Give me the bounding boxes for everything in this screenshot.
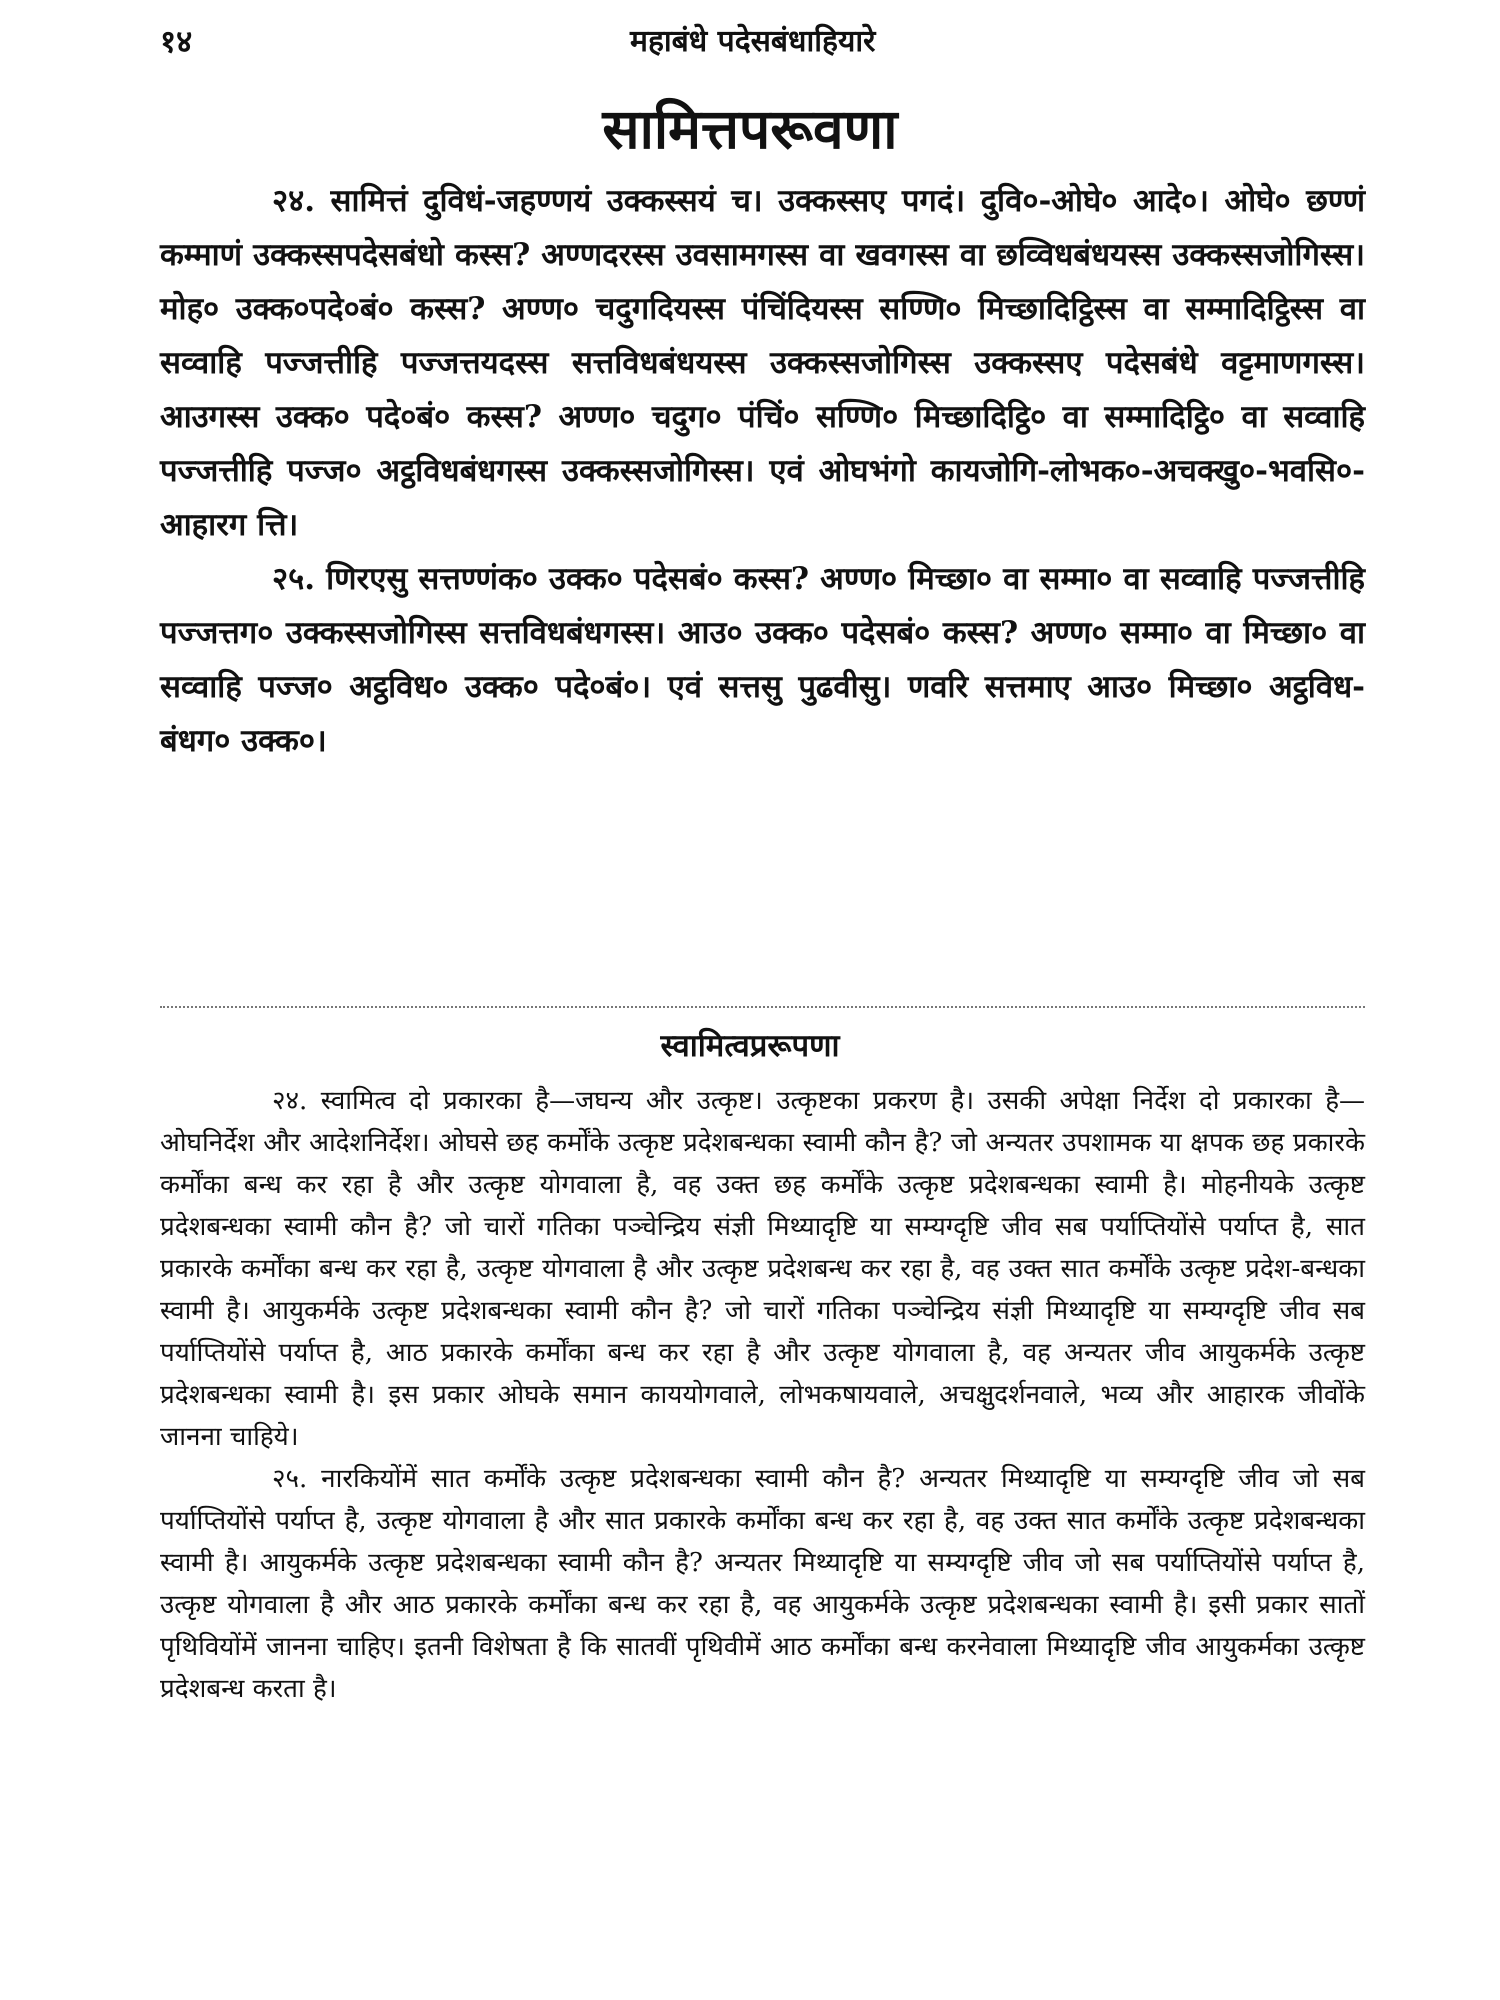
hindi-paragraph-25: २५. नारकियोंमें सात कर्मोंके उत्कृष्ट प्रदेशबन्धका स्वामी कौन है? अन्यतर मिथ्यादृष्टि या सम्यग्दृष्टि जीव जो सब पर्याप्तियोंसे पर्याप्त है, उत्कृष्ट योगवाला है और सात प्रकारके कर्मोंका बन्ध कर रहा है, वह उक्त सात कर्मोंके उत्कृष्ट प्रदेशबन्धका स्वामी है। आयुकर्मके उत्कृष्ट प्रदेशबन्धका स्वामी कौन है? अन्यतर मिथ्यादृष्टि या सम्यग्दृष्टि जीव जो सब पर्याप्तियोंसे पर्याप्त है, उत्कृष्ट योगवाला है और आठ प्रकारके कर्मोंका बन्ध कर रहा है, वह आयुकर्मके उत्कृष्ट प्रदेशबन्धका स्वामी है। इसी प्रकार सातों पृथिवियोंमें जानना चाहिए। इतनी विशेषता है कि सातवीं पृथिवीमें आठ कर्मोंका बन्ध करनेवाला मिथ्यादृष्टि जीव आयुकर्मका उत्कृष्ट प्रदेशबन्ध करता है। bbox=[160, 1464, 1365, 1704]
prakrit-section-title: सामित्तपरूवणा bbox=[602, 96, 898, 161]
page-number: १४ bbox=[160, 24, 193, 60]
hindi-section-text bbox=[160, 1080, 1365, 1710]
page-header bbox=[160, 22, 1365, 64]
section-divider bbox=[160, 1006, 1365, 1008]
prakrit-paragraph-24: २४. सामित्तं दुविधं-जहण्णयं उक्कस्सयं च। उक्कस्सए पगदं। दुवि०-ओघे० आदे०। ओघे० छण्णं कम्माणं उक्कस्सपदेसबंधो कस्स? अण्णदरस्स उवसामगस्स वा खवगस्स वा छव्विधबंधयस्स उक्कस्सजोगिस्स। मोह० उक्क०पदे०बं० कस्स? अण्ण० चदुगदियस्स पंचिंदियस्स सण्णि० मिच्छादिट्ठिस्स वा सम्मादिट्ठिस्स वा सव्वाहि पज्जत्तीहि पज्जत्तयदस्स सत्तविधबंधयस्स उक्कस्सजोगिस्स उक्कस्सए पदेसबंधे वट्टमाणगस्स। आउगस्स उक्क० पदे०बं० कस्स? अण्ण० चदुग० पंचिं० सण्णि० मिच्छादिट्ठि० वा सम्मादिट्ठि० वा सव्वाहि पज्जत्तीहि पज्ज० अट्ठविधबंधगस्स उक्कस्सजोगिस्स। एवं ओघभंगो कायजोगि-लोभक०-अचक्खु०-भवसि०-आहारग त्ति। bbox=[160, 183, 1365, 543]
prakrit-paragraph-25: २५. णिरएसु सत्तण्णंक० उक्क० पदेसबं० कस्स? अण्ण० मिच्छा० वा सम्मा० वा सव्वाहि पज्जत्तीहि पज्जत्तग० उक्कस्सजोगिस्स सत्तविधबंधगस्स। आउ० उक्क० पदेसबं० कस्स? अण्ण० सम्मा० वा मिच्छा० वा सव्वाहि पज्ज० अट्ठविध० उक्क० पदे०बं०। एवं सत्तसु पुढवीसु। णवरि सत्तमाए आउ० मिच्छा० अट्ठविध-बंधग० उक्क०। bbox=[160, 561, 1365, 759]
hindi-section-title: स्वामित्वप्ररूपणा bbox=[660, 1028, 840, 1064]
hindi-paragraph-24: २४. स्वामित्व दो प्रकारका है—जघन्य और उत्कृष्ट। उत्कृष्टका प्रकरण है। उसकी अपेक्षा निर्देश दो प्रकारका है—ओघनिर्देश और आदेशनिर्देश। ओघसे छह कर्मोंके उत्कृष्ट प्रदेशबन्धका स्वामी कौन है? जो अन्यतर उपशामक या क्षपक छह प्रकारके कर्मोंका बन्ध कर रहा है और उत्कृष्ट योगवाला है, वह उक्त छह कर्मोंके उत्कृष्ट प्रदेशबन्धका स्वामी है। मोहनीयके उत्कृष्ट प्रदेशबन्धका स्वामी कौन है? जो चारों गतिका पञ्चेन्द्रिय संज्ञी मिथ्यादृष्टि या सम्यग्दृष्टि जीव सब पर्याप्तियोंसे पर्याप्त है, सात प्रकारके कर्मोंका बन्ध कर रहा है, उत्कृष्ट योगवाला है और उत्कृष्ट प्रदेशबन्ध कर रहा है, वह उक्त सात कर्मोंके उत्कृष्ट प्रदेश-बन्धका स्वामी है। आयुकर्मके उत्कृष्ट प्रदेशबन्धका स्वामी कौन है? जो चारों गतिका पञ्चेन्द्रिय संज्ञी मिथ्यादृष्टि या सम्यग्दृष्टि जीव सब पर्याप्तियोंसे पर्याप्त है, आठ प्रकारके कर्मोंका बन्ध कर रहा है और उत्कृष्ट योगवाला है, वह अन्यतर जीव आयुकर्मके उत्कृष्ट प्रदेशबन्धका स्वामी है। इस प्रकार ओघके समान काययोगवाले, लोभकषायवाले, अचक्षुदर्शनवाले, भव्य और आहारक जीवोंके जानना चाहिये। bbox=[160, 1086, 1365, 1452]
running-head: महाबंधे पदेसबंधाहियारे bbox=[630, 24, 876, 59]
prakrit-section-text bbox=[160, 174, 1365, 768]
